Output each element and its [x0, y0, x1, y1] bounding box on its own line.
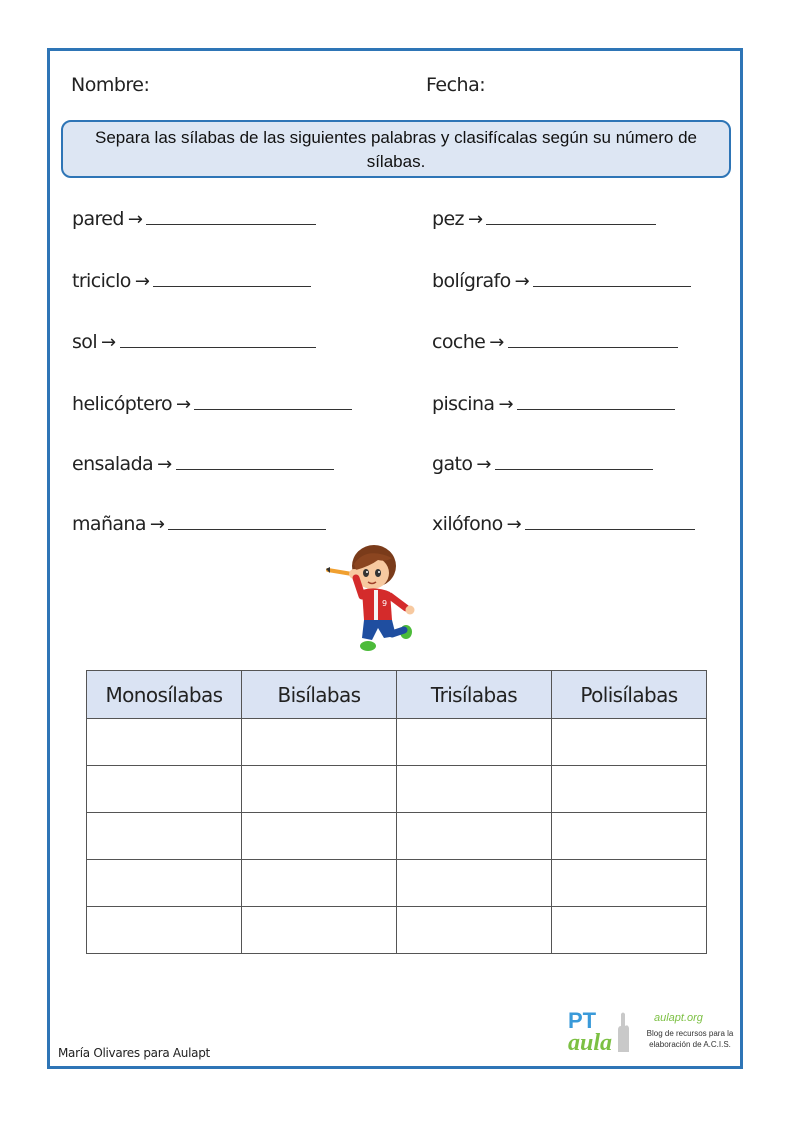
- answer-blank[interactable]: [146, 206, 316, 225]
- right-arrow-icon: →: [467, 209, 483, 230]
- table-cell[interactable]: [552, 860, 707, 907]
- right-arrow-icon: →: [514, 271, 530, 292]
- answer-blank[interactable]: [517, 391, 675, 410]
- exercise-item-coche: [432, 329, 678, 353]
- exercise-item-sol: [72, 329, 316, 353]
- answer-blank[interactable]: [486, 206, 656, 225]
- answer-blank[interactable]: [533, 268, 691, 287]
- column-header-monosilabas: Monosílabas: [87, 671, 242, 719]
- author-credit: María Olivares para Aulapt: [58, 1046, 210, 1060]
- logo-aula-text: aula: [568, 1030, 613, 1056]
- table-cell[interactable]: [242, 766, 397, 813]
- table-row: [87, 719, 707, 766]
- answer-blank[interactable]: [120, 329, 316, 348]
- table-cell[interactable]: [552, 907, 707, 954]
- logo-tagline: Blog de recursos para la elaboración de A.C.I.S.: [646, 1029, 734, 1049]
- table-row: [87, 907, 707, 954]
- word-label: xilófono: [432, 513, 503, 535]
- right-arrow-icon: →: [175, 394, 191, 415]
- table-cell[interactable]: [87, 813, 242, 860]
- right-arrow-icon: →: [134, 271, 150, 292]
- exercise-item-helicoptero: [72, 391, 352, 415]
- hand-icon: [614, 1008, 632, 1054]
- exercise-item-xilofono: [432, 511, 695, 535]
- exercise-item-triciclo: [72, 268, 311, 292]
- table-cell[interactable]: [397, 719, 552, 766]
- word-label: coche: [432, 331, 486, 353]
- table-cell[interactable]: [87, 907, 242, 954]
- table-cell[interactable]: [87, 860, 242, 907]
- table-cell[interactable]: [397, 860, 552, 907]
- table-cell[interactable]: [397, 907, 552, 954]
- table-cell[interactable]: [242, 907, 397, 954]
- right-arrow-icon: →: [127, 209, 143, 230]
- right-arrow-icon: →: [157, 454, 172, 475]
- right-arrow-icon: →: [489, 332, 504, 353]
- boy-with-pencil-illustration: [326, 540, 426, 660]
- svg-text:9: 9: [382, 599, 388, 608]
- table-cell[interactable]: [552, 766, 707, 813]
- table-row: [87, 813, 707, 860]
- word-label: mañana: [72, 513, 146, 535]
- right-arrow-icon: →: [498, 394, 513, 415]
- table-row: [87, 766, 707, 813]
- word-label: ensalada: [72, 453, 154, 475]
- word-label: gato: [432, 453, 473, 475]
- exercise-item-piscina: [432, 391, 675, 415]
- answer-blank[interactable]: [153, 268, 311, 287]
- table-cell[interactable]: [397, 766, 552, 813]
- syllable-classification-table: [86, 670, 707, 954]
- table-row: [87, 860, 707, 907]
- table-cell[interactable]: [242, 860, 397, 907]
- exercise-item-ensalada: [72, 451, 334, 475]
- word-label: pez: [432, 208, 464, 230]
- table-header-row: [87, 671, 707, 719]
- table-cell[interactable]: [552, 813, 707, 860]
- word-label: bolígrafo: [432, 270, 511, 292]
- table-cell[interactable]: [87, 719, 242, 766]
- word-label: piscina: [432, 393, 495, 415]
- right-arrow-icon: →: [149, 514, 165, 535]
- exercise-item-manana: [72, 511, 326, 535]
- column-header-polisilabas: Polisílabas: [552, 671, 707, 719]
- table-cell[interactable]: [552, 719, 707, 766]
- word-label: pared: [72, 208, 124, 230]
- instruction-box: Separa las sílabas de las siguientes palabras y clasifícalas según su número de sílabas.: [61, 120, 731, 178]
- answer-blank[interactable]: [194, 391, 352, 410]
- word-label: helicóptero: [72, 393, 172, 415]
- date-label: Fecha:: [426, 74, 486, 96]
- right-arrow-icon: →: [506, 514, 522, 535]
- answer-blank[interactable]: [525, 511, 695, 530]
- answer-blank[interactable]: [168, 511, 326, 530]
- table-cell[interactable]: [87, 766, 242, 813]
- logo-pt-text: PT: [568, 1008, 597, 1033]
- aulapt-logo: [566, 1008, 736, 1064]
- answer-blank[interactable]: [176, 451, 334, 470]
- table-cell[interactable]: [242, 719, 397, 766]
- word-label: sol: [72, 331, 98, 353]
- answer-blank[interactable]: [508, 329, 678, 348]
- word-label: triciclo: [72, 270, 131, 292]
- name-label: Nombre:: [71, 74, 150, 96]
- logo-site-text: aulapt.org: [654, 1012, 703, 1024]
- exercise-item-gato: [432, 451, 653, 475]
- column-header-bisilabas: Bisílabas: [242, 671, 397, 719]
- right-arrow-icon: →: [101, 332, 116, 353]
- answer-blank[interactable]: [495, 451, 653, 470]
- table-cell[interactable]: [242, 813, 397, 860]
- right-arrow-icon: →: [476, 454, 491, 475]
- table-cell[interactable]: [397, 813, 552, 860]
- exercise-item-pared: [72, 206, 316, 230]
- exercise-item-boligrafo: [432, 268, 691, 292]
- column-header-trisilabas: Trisílabas: [397, 671, 552, 719]
- exercise-item-pez: [432, 206, 656, 230]
